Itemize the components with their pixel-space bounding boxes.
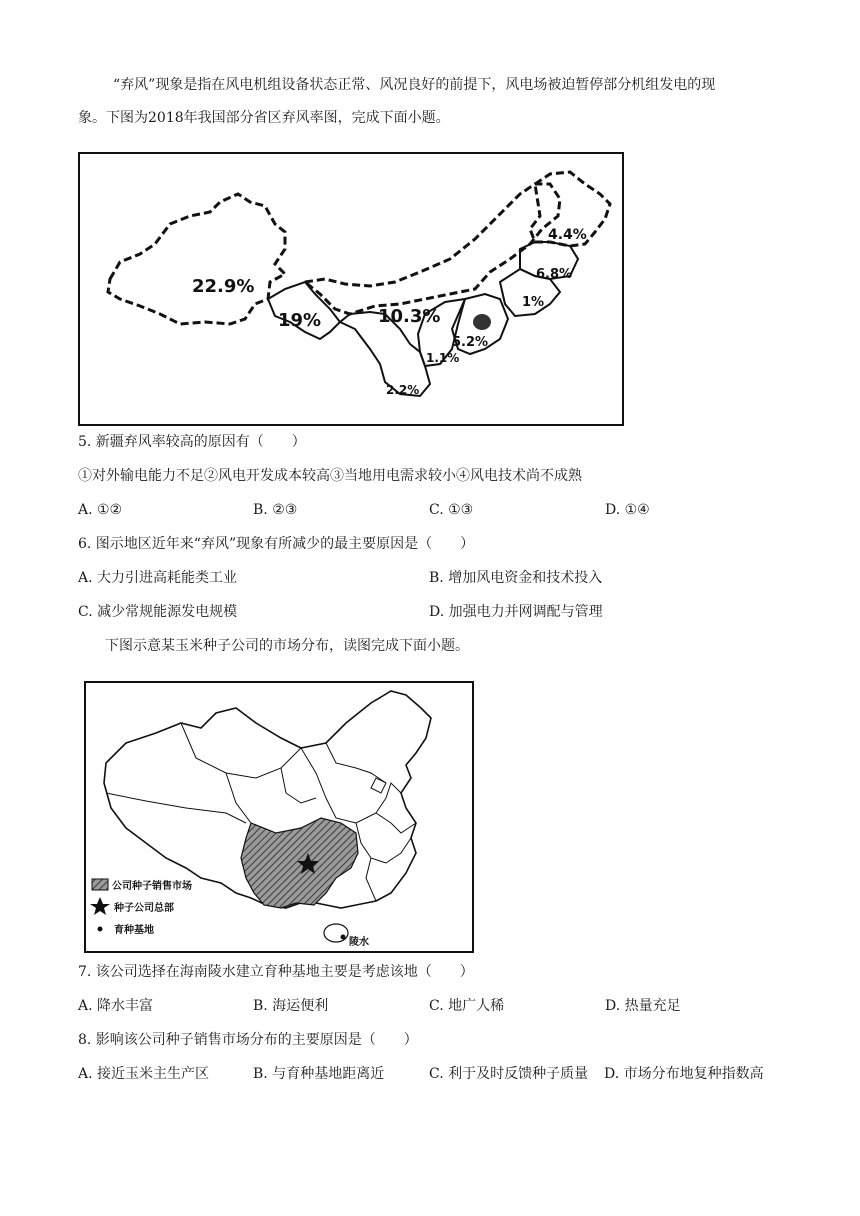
q6-option-c: C. 减少常规能源发电规模 [78,604,238,620]
q5-statements: ①对外输电能力不足②风电开发成本较高③当地用电需求较小④风电技术尚不成熟 [78,468,582,484]
section2-intro: 下图示意某玉米种子公司的市场分布，读图完成下面小题。 [105,638,469,654]
legend-hq-label: 种子公司总部 [114,903,174,914]
intro-paragraph-line-2: 象。下图为2018年我国部分省区弃风率图，完成下面小题。 [78,110,450,126]
q5-option-d: D. ①④ [605,502,650,518]
legend-dot-icon [98,927,103,932]
q5-stem: 5. 新疆弃风率较高的原因有（ ） [78,434,306,450]
place-label-lingshui: 陵水 [349,937,369,948]
intro-paragraph-line-1: “弃风”现象是指在风电机组设备状态正常、风况良好的前提下，风电场被迫暂停部分机组发电的现 [113,77,716,93]
label-hebei: 5.2% [452,335,489,350]
legend-market-swatch [92,879,108,890]
label-heilongjiang: 4.4% [548,227,587,243]
q6-option-a: A. 大力引进高耗能类工业 [78,570,238,586]
legend-star-icon [90,897,110,915]
q8-option-a: A. 接近玉米主生产区 [78,1066,210,1082]
q8-option-c: C. 利于及时反馈种子质量 [429,1066,589,1082]
q7-option-b: B. 海运便利 [253,998,329,1014]
label-jilin: 6.8% [536,267,573,282]
label-gansu: 19% [278,310,322,331]
q5-option-a: A. ①② [78,502,123,518]
legend-market-label: 公司种子销售市场 [112,881,192,892]
label-shaanxi: 2.2% [386,383,420,397]
q5-option-b: B. ②③ [253,502,298,518]
curtailment-rate-map [78,152,624,426]
label-shanxi: 1.1% [426,351,460,365]
q8-option-b: B. 与育种基地距离近 [253,1066,385,1082]
q7-option-c: C. 地广人稀 [429,998,505,1014]
q7-stem: 7. 该公司选择在海南陵水建立育种基地主要是考虑该地（ ） [78,964,474,980]
q6-stem: 6. 图示地区近年来“弃风”现象有所减少的最主要原因是（ ） [78,536,475,552]
label-inner-mongolia: 10.3% [378,306,441,327]
breeding-base-dot [341,935,346,940]
q7-option-a: A. 降水丰富 [78,998,154,1014]
seed-market-map [84,681,474,953]
label-xinjiang: 22.9% [192,276,255,297]
q8-option-d: D. 市场分布地复种指数高 [604,1066,764,1082]
legend-base-label: 育种基地 [114,925,154,936]
q5-option-c: C. ①③ [429,502,474,518]
q6-option-b: B. 增加风电资金和技术投入 [429,570,603,586]
q6-option-d: D. 加强电力并网调配与管理 [429,604,603,620]
q8-stem: 8. 影响该公司种子销售市场分布的主要原因是（ ） [78,1032,418,1048]
label-liaoning: 1% [522,295,545,310]
q7-option-d: D. 热量充足 [605,998,681,1014]
